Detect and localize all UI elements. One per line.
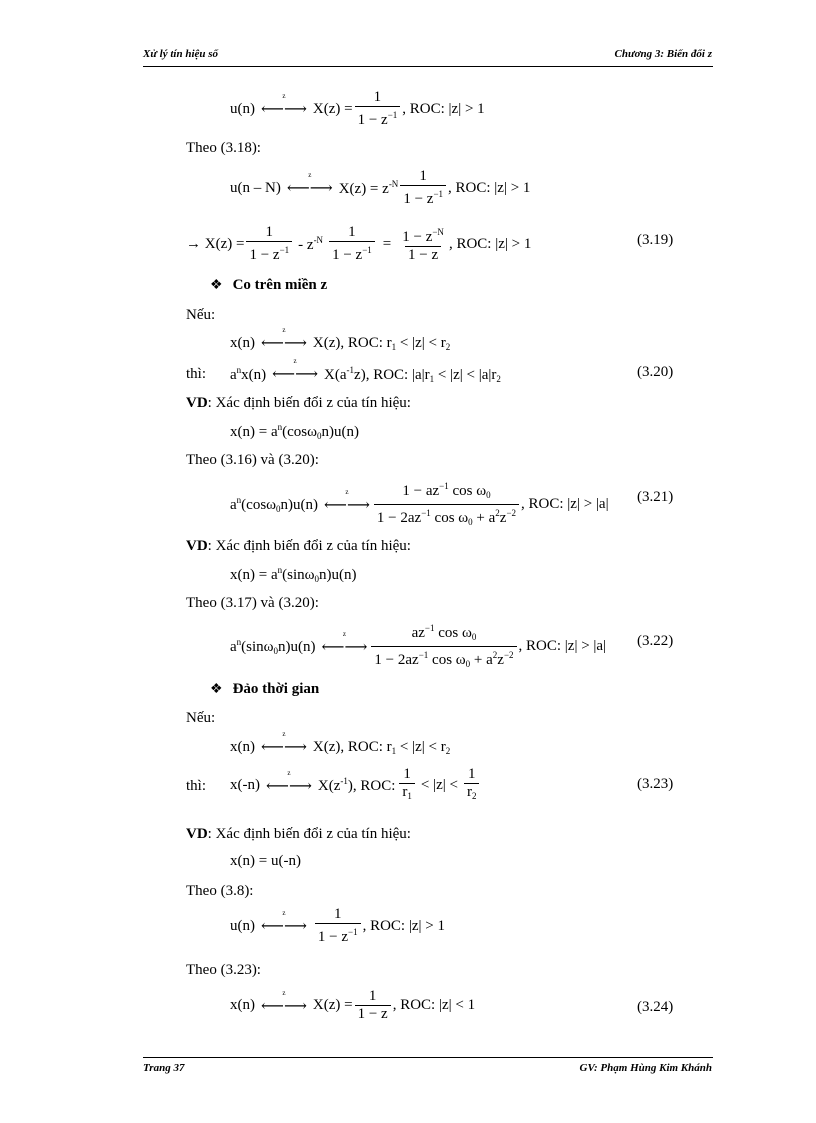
- diamond-bullet-icon: ❖: [210, 682, 223, 697]
- eq-lhs: u(n – N): [230, 179, 281, 196]
- eq-lhs: u(n): [230, 100, 255, 117]
- fraction: $\frac{1}{1 - z^{-1}}$: [355, 89, 401, 129]
- example-label: VD: Xác định biến đổi z của tín hiệu:: [186, 395, 411, 411]
- equation-3-21: $a^n(\cos\omega_0n)u(n)$ z ⟵⟶ $\frac{1 - az^{-1} \cos \omega_0}{1 - 2az^{-1} \cos \omega_0 + a^2z^{-2}}$ , ROC: |z| > |a|: [230, 478, 609, 531]
- z-transform-arrow: z ⟵⟶: [261, 909, 307, 935]
- reference-text: Theo (3.23):: [186, 962, 261, 978]
- footer-page-number: Trang 37: [143, 1062, 185, 1074]
- example-signal-reversed-step: x(n) = u(-n): [230, 853, 301, 869]
- z-transform-arrow: z ⟵⟶: [261, 92, 307, 118]
- fraction: $\frac{1}{r_2}$: [464, 766, 480, 805]
- fraction: $\frac{1}{1 - z^{-1}}$: [400, 168, 446, 208]
- equation-3-22: $a^n(\sin\omega_0n)u(n)$ z ⟵⟶ $\frac{az^{-1} \cos \omega_0}{1 - 2az^{-1} \cos \omega_0 + a^2z^{-2}}$ , ROC: |z| > |a|: [230, 620, 606, 673]
- then-label: thì:: [186, 778, 207, 794]
- fraction: $\frac{1}{1 - z^{-1}}$: [315, 906, 361, 946]
- z-transform-arrow: z ⟵⟶: [261, 730, 307, 756]
- equation-3-20: $a^nx(n)$ z ⟵⟶ $X(a^{-1}z)$, ROC: $|a|r_1 < |z| < |a|r_2$: [230, 357, 501, 384]
- z-transform-arrow: z ⟵⟶: [261, 326, 307, 352]
- if-label: Nếu:: [186, 710, 216, 726]
- equation-3-24: x(n) z ⟵⟶ X(z) = $\frac{1}{1 - z}$ , ROC: |z| < 1: [230, 988, 476, 1022]
- header-rule: [143, 66, 713, 67]
- equation-number: (3.20): [637, 364, 674, 380]
- fraction: $\frac{az^{-1} \cos \omega_0}{1 - 2az^{-1} \cos \omega_0 + a^2z^{-2}}$: [371, 620, 516, 673]
- z-transform-arrow: z ⟵⟶: [272, 357, 319, 383]
- reference-text: Theo (3.18):: [186, 140, 261, 156]
- z-transform-arrow: z ⟵⟶: [261, 988, 307, 1015]
- equation-premise: x(n) z ⟵⟶ X(z), ROC: $r_1 < |z| < r_2$: [230, 326, 451, 352]
- equation-unit-step-repeat: u(n) z ⟵⟶ $\frac{1}{1 - z^{-1}}$ , ROC: |z| > 1: [230, 906, 445, 945]
- eq-mid: X(z) =: [312, 100, 353, 117]
- section-heading-time-reversal: ❖ Đảo thời gian: [210, 681, 320, 697]
- reference-text: Theo (3.17) và (3.20):: [186, 595, 319, 611]
- equation-shifted-step: u(n – N) z ⟵⟶ $X(z) = z^{-N}$ $\frac{1}{1 - z^{-1}}$ , ROC: |z| > 1: [230, 168, 531, 207]
- header-left: Xử lý tín hiệu số: [143, 48, 219, 60]
- if-label: Nếu:: [186, 307, 216, 323]
- fraction: $\frac{1}{1 - z}$: [355, 988, 391, 1023]
- example-signal-sin: $x(n) = a^n(\sin\omega_0n)u(n)$: [230, 565, 357, 584]
- roc-text: , ROC: |z| > 1: [448, 235, 532, 252]
- equation-3-23: x(-n) z ⟵⟶ $X(z^{-1})$, ROC: $\frac{1}{r_1}$ < |z| < $\frac{1}{r_2}$: [230, 766, 481, 805]
- roc-text: , ROC: |z| > 1: [362, 917, 445, 934]
- equation-number: (3.24): [637, 999, 674, 1015]
- fraction: $\frac{1}{1 - z^{-1}}$: [329, 224, 375, 264]
- example-signal-cos: $x(n) = a^n(\cos\omega_0n)u(n)$: [230, 422, 359, 441]
- roc-text: , ROC: |z| > 1: [402, 100, 485, 117]
- equation-3-19: → X(z) = $\frac{1}{1 - z^{-1}}$ - $z^{-N}$ $\frac{1}{1 - z^{-1}}$ = $\frac{1 - z^{-N}}{1 - z}$ , ROC: |z| > 1: [186, 224, 532, 263]
- equation-number: (3.21): [637, 489, 674, 505]
- header-right: Chương 3: Biến đổi z: [614, 48, 712, 60]
- equation-number: (3.22): [637, 633, 674, 649]
- then-label: thì:: [186, 366, 207, 382]
- z-transform-arrow: z ⟵⟶: [324, 487, 370, 514]
- roc-text: , ROC: |z| > |a|: [518, 638, 607, 654]
- roc-text: , ROC: |z| < 1: [392, 997, 476, 1013]
- roc-text: , ROC: |z| > 1: [448, 179, 531, 196]
- footer-rule: [143, 1057, 713, 1058]
- z-transform-arrow: z ⟵⟶: [321, 629, 368, 656]
- equation-number: (3.19): [637, 232, 674, 248]
- z-transform-arrow: z ⟵⟶: [266, 768, 312, 795]
- footer-author: GV: Phạm Hùng Kim Khánh: [579, 1062, 712, 1074]
- fraction: $\frac{1}{1 - z^{-1}}$: [246, 224, 292, 264]
- equation-premise: x(n) z ⟵⟶ X(z), ROC: $r_1 < |z| < r_2$: [230, 730, 451, 756]
- section-heading-scaling: ❖ Co trên miền z: [210, 277, 328, 293]
- diamond-bullet-icon: ❖: [210, 278, 223, 293]
- fraction: $\frac{1 - az^{-1} \cos \omega_0}{1 - 2az^{-1} \cos \omega_0 + a^2z^{-2}}$: [374, 478, 519, 531]
- reference-text: Theo (3.16) và (3.20):: [186, 452, 319, 468]
- roc-text: , ROC: |z| > |a|: [521, 496, 609, 512]
- fraction: $\frac{1}{r_1}$: [399, 766, 415, 805]
- example-label: VD: Xác định biến đổi z của tín hiệu:: [186, 826, 411, 842]
- equation-unit-step: [230, 89, 485, 129]
- z-transform-arrow: z ⟵⟶: [286, 171, 333, 197]
- equation-number: (3.23): [637, 776, 674, 792]
- fraction: $\frac{1 - z^{-N}}{1 - z}$: [402, 227, 444, 263]
- example-label: VD: Xác định biến đổi z của tín hiệu:: [186, 538, 411, 554]
- eq-lhs: → X(z) =: [186, 235, 245, 252]
- reference-text: Theo (3.8):: [186, 883, 254, 899]
